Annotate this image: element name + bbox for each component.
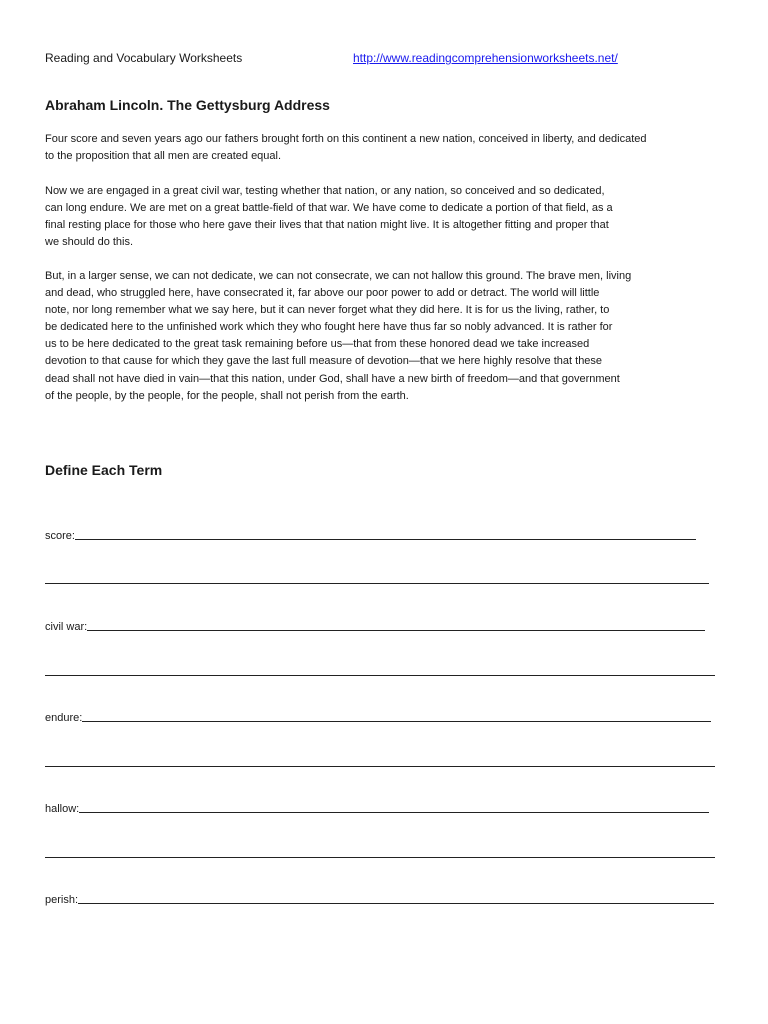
paragraph-line: final resting place for those who here gave their lives that that nation might live. It is altogether fitting and proper that	[45, 219, 609, 232]
definition-continuation-blank[interactable]	[45, 675, 715, 676]
paragraph-line: Four score and seven years ago our fathers brought forth on this continent a new nation, conceived in liberty, and dedicated	[45, 133, 647, 145]
paragraph-line: can long endure. We are met on a great battle-field of that war. We have come to dedicate a portion of that field, as a	[45, 202, 613, 215]
definition-continuation-blank[interactable]	[45, 857, 715, 858]
definition-blank[interactable]	[79, 812, 709, 813]
paragraph-line: we should do this.	[45, 236, 134, 249]
paragraph-line: to the proposition that all men are created equal.	[45, 150, 282, 163]
definition-blank[interactable]	[78, 903, 714, 904]
term-label: hallow:	[45, 803, 80, 815]
header-site-title: Reading and Vocabulary Worksheets	[45, 51, 243, 65]
paragraph-line: of the people, by the people, for the people, shall not perish from the earth.	[45, 389, 409, 402]
paragraph-line: and dead, who struggled here, have consecrated it, far above our poor power to add or detract. The world will little	[45, 287, 600, 300]
paragraph-3	[45, 268, 735, 405]
term-label: score:	[45, 530, 75, 542]
paragraph-line: dead shall not have died in vain—that this nation, under God, shall have a new birth of freedom—and that government	[45, 372, 620, 385]
header-website-link[interactable]: http://www.readingcomprehensionworksheets.net/	[353, 51, 618, 65]
term-row-civil-war	[45, 617, 705, 633]
definition-continuation-blank[interactable]	[45, 583, 709, 584]
paragraph-line: be dedicated here to the unfinished work which they who fought here have thus far so nobly advanced. It is rather for	[45, 321, 613, 334]
definition-blank[interactable]	[82, 721, 711, 722]
paragraph-line: devotion to that cause for which they gave the last full measure of devotion—that we here highly resolve that these	[45, 355, 603, 368]
definition-continuation-blank[interactable]	[45, 766, 715, 767]
term-label: perish:	[45, 894, 79, 906]
term-label: endure:	[45, 712, 83, 724]
definition-blank[interactable]	[87, 630, 705, 631]
paragraph-line: note, nor long remember what we say here, but it can never forget what they did here. It is for us the living, rather, to	[45, 304, 610, 317]
term-row-hallow	[45, 799, 709, 815]
paragraph-line: us to be here dedicated to the great task remaining before us—that from these honored dead we take increased	[45, 338, 590, 351]
term-row-score	[45, 526, 696, 542]
paragraph-line: But, in a larger sense, we can not dedicate, we can not consecrate, we can not hallow this ground. The brave men, living	[45, 270, 632, 282]
document-title: Abraham Lincoln. The Gettysburg Address	[45, 97, 330, 113]
term-label: civil war:	[45, 621, 88, 633]
paragraph-1	[45, 131, 735, 165]
define-section-title: Define Each Term	[45, 462, 163, 478]
term-row-perish	[45, 890, 714, 906]
term-row-endure	[45, 708, 711, 724]
paragraph-2	[45, 183, 735, 251]
definition-blank[interactable]	[75, 539, 696, 540]
paragraph-line: Now we are engaged in a great civil war, testing whether that nation, or any nation, so conceived and so dedicated,	[45, 185, 605, 197]
